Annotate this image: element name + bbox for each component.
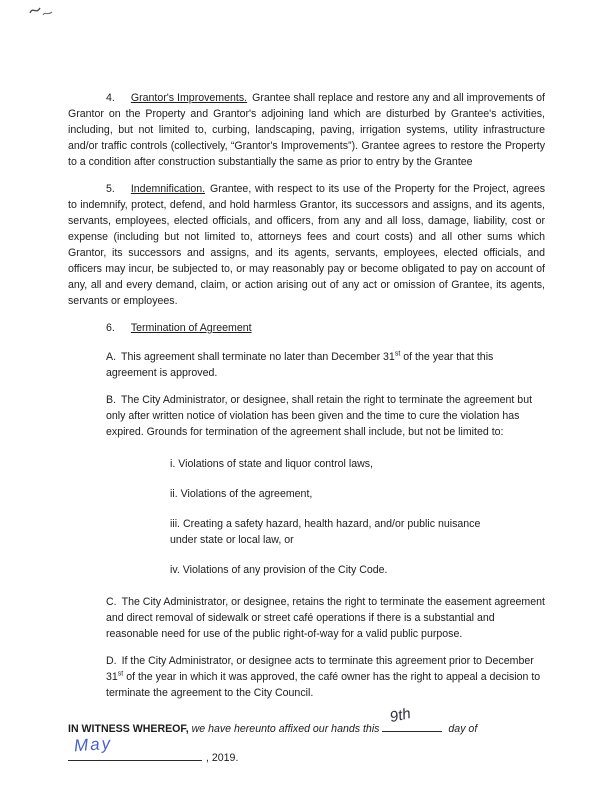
section-5-paragraph <box>68 181 545 309</box>
clause-a-text-cont: of the year that this agreement is approved. <box>106 351 494 379</box>
section-6-heading-line <box>68 320 545 336</box>
day-blank-line <box>382 705 442 732</box>
witness-text: we have hereunto affixed our hands this <box>188 723 380 735</box>
termination-item-iii <box>170 516 545 548</box>
handwritten-day: 9th <box>388 705 413 726</box>
item-ii-text: Violations of the agreement, <box>180 488 313 500</box>
section-4-body: Grantee shall replace and restore any and all improvements of Grantor on the Property and Grantor's adjoining land which are disturbed by Grantee's activities, including, but not limited to, curbing, landscaping, paving, irrigation systems, utility infrastructure and/or traffic controls (collectively, “Grantor's Improvements”). Grantee agrees to restore the Property to a condition after construction substantially the same as prior to entry by the Grantee <box>68 92 545 168</box>
termination-item-iv <box>170 562 545 578</box>
ordinal-superscript: st <box>117 670 124 678</box>
clause-c-text: The City Administrator, or designee, retains the right to terminate the easement agreement and direct removal of sidewalk or street café operations if there is a substantial and reasonable need for use of the public right-of-way for a valid public purpose. <box>106 596 545 640</box>
section-6-heading: Termination of Agreement <box>130 322 252 334</box>
section-4-number: 4. <box>106 92 115 104</box>
clause-a <box>106 349 545 381</box>
ordinal-superscript: st <box>394 350 401 358</box>
clause-c-label: C. <box>106 596 117 608</box>
clause-c <box>106 594 545 642</box>
item-iii-text: Creating a safety hazard, health hazard, and/or public nuisance <box>182 518 481 530</box>
clause-a-label: A. <box>106 351 117 363</box>
clause-b <box>106 392 545 440</box>
stray-ink-mark-icon <box>28 3 54 19</box>
section-5-number: 5. <box>106 183 115 195</box>
witness-day-of: day of <box>445 723 478 735</box>
clause-d-text-cont: of the year in which it was approved, the café owner has the right to appeal a decision to terminate the agreement to the City Council. <box>106 671 541 699</box>
witness-bold-lead: IN WITNESS WHEREOF, <box>68 723 189 735</box>
month-blank-line <box>68 733 202 761</box>
handwritten-month: May <box>73 733 113 756</box>
item-i-text: Violations of state and liquor control laws, <box>178 458 373 470</box>
clause-b-text: The City Administrator, or designee, shall retain the right to terminate the agreement but only after written notice of violation has been given and the time to cure the violation has expired. Grounds for termination of the agreement shall include, but not be limited to: <box>106 394 533 438</box>
clause-d <box>106 653 545 701</box>
section-5-heading: Indemnification. <box>130 183 206 195</box>
item-iv-text: Violations of any provision of the City Code. <box>182 564 388 576</box>
section-4-heading: Grantor's Improvements. <box>130 92 248 104</box>
item-iii-numeral: iii. <box>170 518 181 530</box>
clause-d-label: D. <box>106 655 117 667</box>
witness-clause-line1 <box>68 705 545 741</box>
clause-b-label: B. <box>106 394 117 406</box>
clause-d-text: If the City Administrator, or designee acts to terminate this agreement prior to December 31 <box>106 655 534 683</box>
witness-clause-line2 <box>68 733 545 771</box>
item-iii-text-line2: under state or local law, or <box>170 534 294 546</box>
section-5-body: Grantee, with respect to its use of the Property for the Project, agrees to indemnify, protect, defend, and hold harmless Grantor, its successors and assigns, and its agents, servants, employees, elected officials, and officers, from any and all loss, damage, liability, cost or expense (including but not limited to, attorneys fees and court costs) and all other sums which Grantor, its successors and assigns, and its agents, servants, employees, elected officials, and officers may incur, be subjected to, or may reasonably pay or become obligated to pay on account of any, all and every demand, claim, or action arising out of any act or omission of Grantee, its agents, servants or employees. <box>68 183 545 307</box>
item-i-numeral: i. <box>170 458 176 470</box>
witness-year: , 2019. <box>206 752 239 764</box>
item-iv-numeral: iv. <box>170 564 180 576</box>
section-6-number: 6. <box>106 322 115 334</box>
clause-a-text: This agreement shall terminate no later than December 31 <box>121 351 395 363</box>
termination-item-i <box>170 456 545 472</box>
section-4-paragraph <box>68 90 545 170</box>
item-ii-numeral: ii. <box>170 488 178 500</box>
termination-item-ii <box>170 486 545 502</box>
